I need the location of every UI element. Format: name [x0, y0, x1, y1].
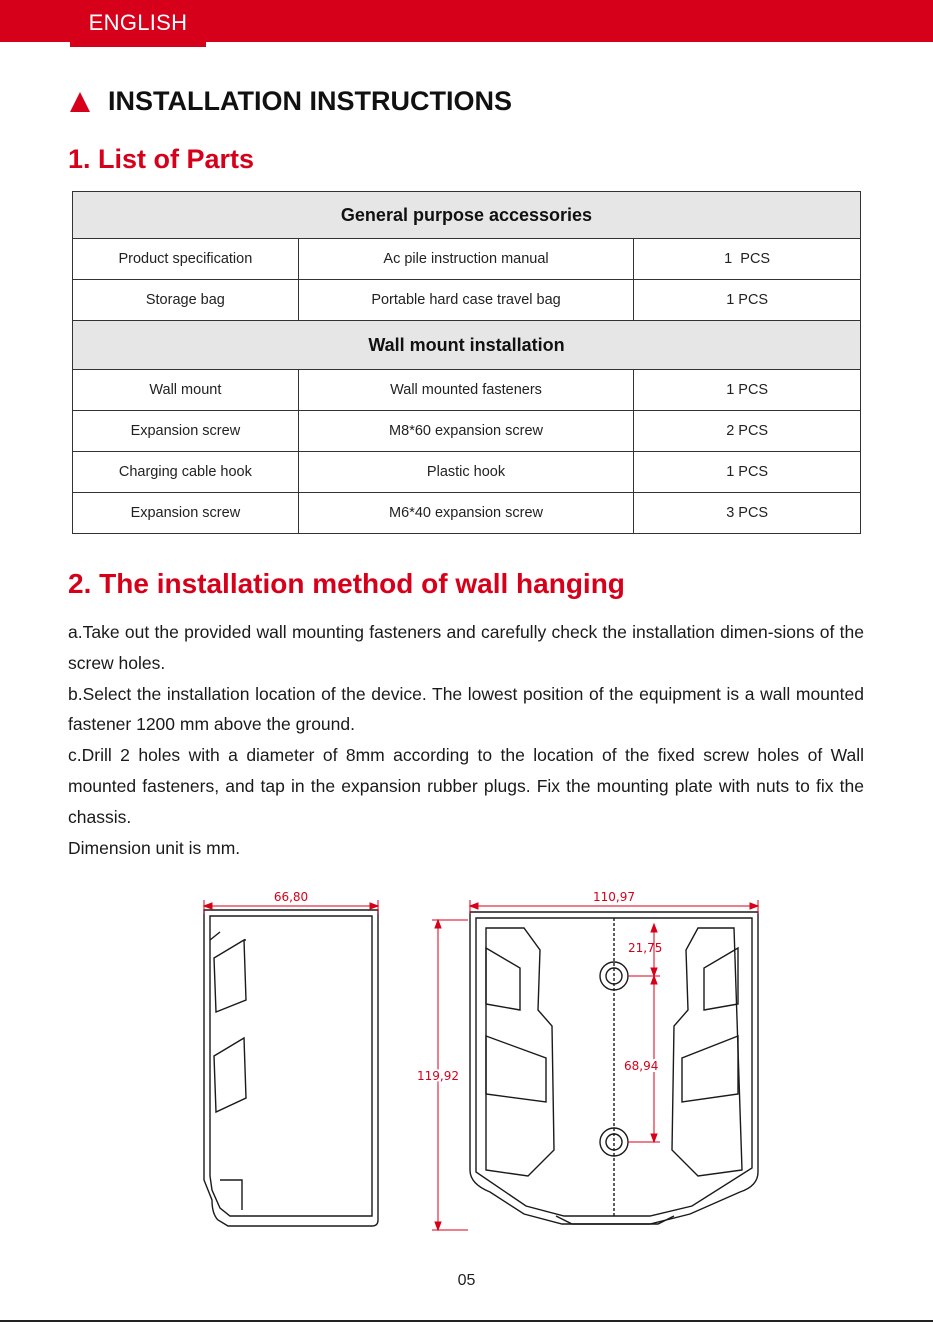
height-label: 119,92 — [417, 1069, 459, 1083]
top-offset-label: 21,75 — [628, 941, 663, 955]
wall-mount-dimension-drawing — [190, 880, 780, 1240]
table-cell: Portable hard case travel bag — [298, 280, 634, 321]
front-view-outline — [470, 912, 758, 1224]
table-cell: M8*60 expansion screw — [298, 411, 634, 452]
table-cell: M6*40 expansion screw — [298, 493, 634, 534]
table-cell: Expansion screw — [73, 493, 299, 534]
step-c: c.Drill 2 holes with a diameter of 8mm according to the location of the fixed screw holes of Wall mounted fasteners, and tap in the expansion rubber plugs. Fix the mounting plate with nuts to fix the chassis. — [68, 745, 864, 827]
front-width-label: 110,97 — [593, 890, 635, 904]
side-width-label: 66,80 — [273, 890, 309, 904]
table-group-header — [73, 321, 861, 370]
table-row — [73, 493, 861, 534]
table-cell: Wall mount — [73, 370, 299, 411]
table-row — [73, 370, 861, 411]
table-cell: 1 PCS — [634, 239, 861, 280]
footer-divider — [0, 1320, 933, 1322]
warning-triangle-icon — [70, 92, 90, 112]
table-row — [73, 452, 861, 493]
page-title — [70, 86, 512, 117]
step-b: b.Select the installation location of the device. The lowest position of the equipment is a wall mounted fastener 1200 mm above the ground. — [68, 683, 864, 735]
table-cell: 3 PCS — [634, 493, 861, 534]
table-cell: Wall mounted fasteners — [298, 370, 634, 411]
table-cell: Ac pile instruction manual — [298, 239, 634, 280]
table-cell: Charging cable hook — [73, 452, 299, 493]
unit-note: Dimension unit is mm. — [68, 837, 241, 858]
side-view-outline — [204, 910, 378, 1226]
table-cell: Storage bag — [73, 280, 299, 321]
table-cell: 1 PCS — [634, 452, 861, 493]
table-group-header — [73, 192, 861, 239]
table-row — [73, 239, 861, 280]
section-heading-parts: 1. List of Parts — [68, 144, 255, 174]
page-number: 05 — [457, 1272, 476, 1289]
page-title-text: INSTALLATION INSTRUCTIONS — [108, 86, 512, 116]
section-heading-installation: 2. The installation method of wall hanging — [68, 568, 625, 599]
parts-table — [72, 191, 861, 534]
table-cell: 1 PCS — [634, 280, 861, 321]
table-cell: 2 PCS — [634, 411, 861, 452]
hole-spacing-label: 68,94 — [624, 1059, 659, 1073]
table-cell: Plastic hook — [298, 452, 634, 493]
step-a: a.Take out the provided wall mounting fasteners and carefully check the installation dimen-sions of the screw holes. — [68, 622, 864, 673]
language-tab[interactable]: ENGLISH — [70, 0, 206, 50]
table-row — [73, 280, 861, 321]
table-cell: Product specification — [73, 239, 299, 280]
installation-steps — [68, 617, 864, 863]
table-row — [73, 411, 861, 452]
table-cell: Expansion screw — [73, 411, 299, 452]
group-title: General purpose accessories — [73, 192, 861, 239]
group-title: Wall mount installation — [73, 321, 861, 370]
table-cell: 1 PCS — [634, 370, 861, 411]
